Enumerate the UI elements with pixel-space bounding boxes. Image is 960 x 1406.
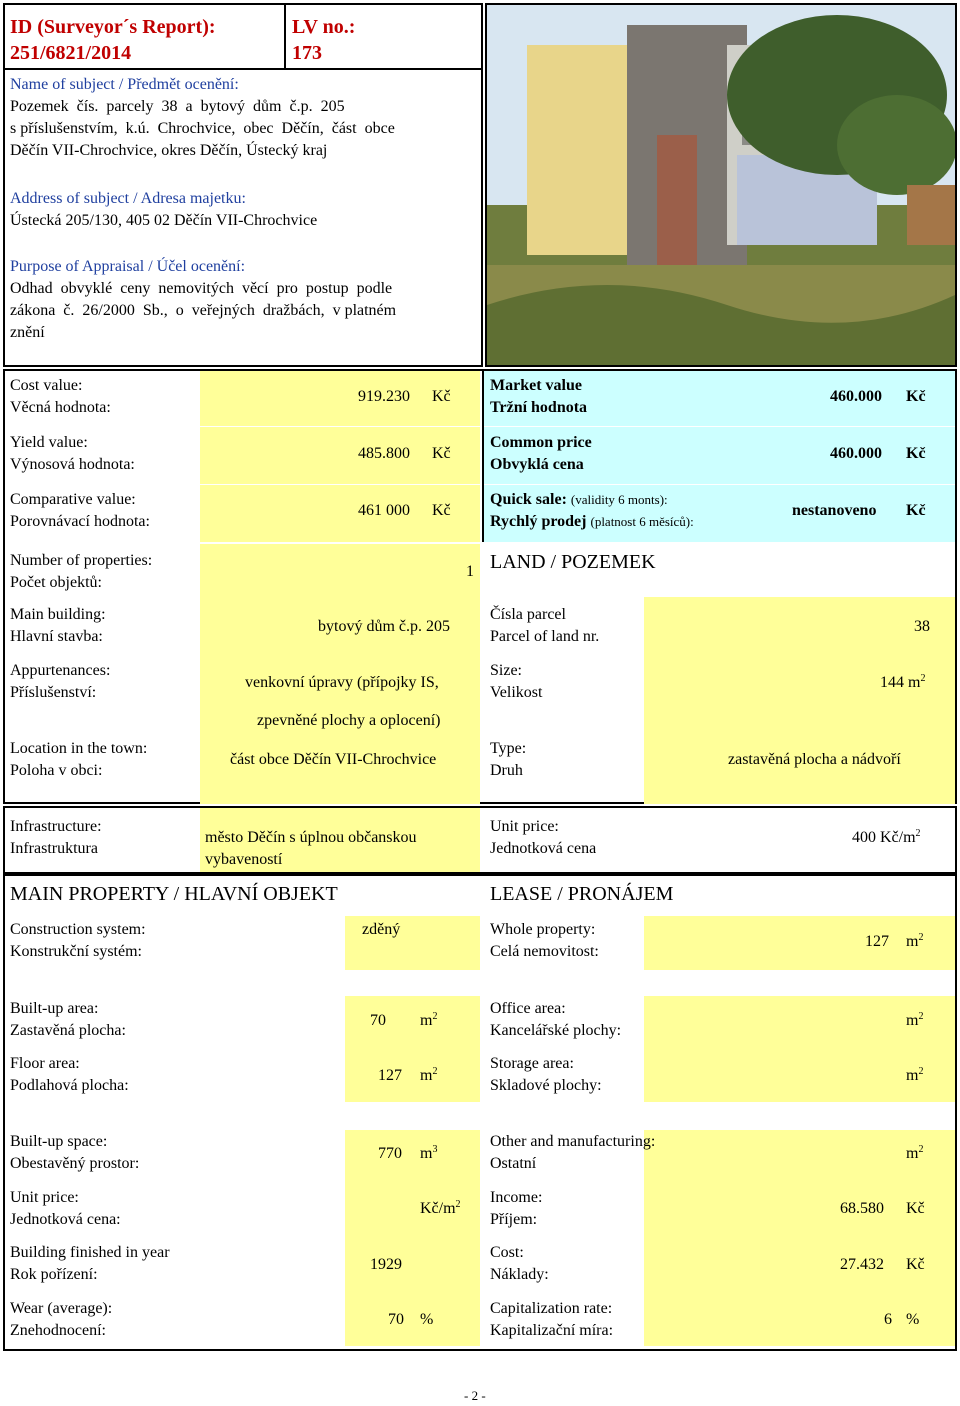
unit-price-land-number: 400 Kč/m [852,829,916,846]
id-value: 251/6821/2014 [10,42,132,64]
comparative-label-en: Comparative value: [10,491,136,508]
lease-cost-value: 27.432 [840,1256,884,1273]
land-heading: LAND / POZEMEK [490,551,656,573]
lease-cost-label-cz: Náklady: [490,1266,549,1283]
purpose-heading: Purpose of Appraisal / Účel ocenění: [10,258,246,275]
bus-unit [420,1143,437,1165]
main-building-en: Main building: [10,606,106,623]
year-label-cz: Rok pořízení: [10,1266,98,1283]
yellow-divider-1 [200,426,480,427]
bua-unit-m: m [420,1012,433,1029]
address-value: Ústecká 205/130, 405 02 Děčín VII-Chrochvice [10,212,318,229]
num-props-value: 1 [466,563,474,580]
property-photo [485,3,957,367]
yield-unit: Kč [432,445,451,462]
common-label-cz: Obvyklá cena [490,456,584,473]
yield-amount: 485.800 [358,445,410,462]
year-value: 1929 [370,1256,402,1273]
type-value: zastavěná plocha a nádvoří [728,751,901,768]
lv-value: 173 [292,42,322,64]
other-unit-m: m [906,1145,919,1162]
up-label-cz: Jednotková cena: [10,1211,121,1228]
building-photo-illustration [487,5,955,365]
unit-price-land-cz: Jednotková cena [490,840,597,857]
purpose-line2: zákona č. 26/2000 Sb., o veřejných dražbách, v platném [10,302,397,319]
quick-label-en [490,489,668,511]
type-label-cz: Druh [490,762,523,779]
quick-label-en-note: (validity 6 monts): [570,492,668,507]
quick-unit: Kč [906,502,926,519]
year-label-en: Building finished in year [10,1244,170,1261]
subject-line2: s příslušenstvím, k.ú. Chrochvice, obec Děčín, část obce [10,120,395,137]
bus-unit-m: m [420,1145,433,1162]
address-heading: Address of subject / Adresa majetku: [10,190,246,207]
whole-unit-m: m [906,933,919,950]
quick-label-cz-main: Rychlý prodej [490,513,587,530]
whole-value: 127 [865,933,889,950]
storage-label-en: Storage area: [490,1055,574,1072]
appurtenances-value1: venkovní úpravy (přípojky IS, [245,674,439,691]
storage-unit [906,1065,923,1087]
cost-amount: 919.230 [358,388,410,405]
infra-label-cz: Infrastruktura [10,840,98,857]
up-unit [420,1198,461,1220]
num-props-en: Number of properties: [10,552,153,569]
purpose-line3: znění [10,324,45,341]
storage-label-cz: Skladové plochy: [490,1077,602,1094]
num-props-cz: Počet objektů: [10,574,102,591]
whole-unit [906,931,923,953]
market-label-en: Market value [490,377,582,394]
wear-label-en: Wear (average): [10,1300,113,1317]
type-label-en: Type: [490,740,527,757]
lv-label: LV no.: [292,16,356,38]
market-label-cz: Tržní hodnota [490,399,588,416]
office-unit-m: m [906,1012,919,1029]
office-unit [906,1010,923,1032]
market-unit: Kč [906,388,926,405]
location-cz: Poloha v obci: [10,762,103,779]
office-label-en: Office area: [490,1000,566,1017]
other-unit-exp: 2 [918,1144,924,1155]
fa-value: 127 [378,1067,402,1084]
wear-value: 70 [388,1311,404,1328]
header-divider-v [284,3,286,69]
income-value: 68.580 [840,1200,884,1217]
size-label-en: Size: [490,662,522,679]
mp-fill-bua [345,996,480,1102]
infra-value1: město Děčín s úplnou občanskou [205,829,417,846]
infra-box [3,806,957,874]
quick-label-cz-note: (platnost 6 měsíců): [590,514,694,529]
location-en: Location in the town: [10,740,148,757]
common-amount: 460.000 [830,445,882,462]
wear-unit: % [420,1311,434,1328]
cost-label-en: Cost value: [10,377,83,394]
bus-unit-exp: 3 [432,1144,438,1155]
id-label: ID (Surveyor´s Report): [10,16,216,38]
main-building-value: bytový dům č.p. 205 [318,618,450,635]
lease-cost-unit: Kč [906,1256,925,1273]
common-label-en: Common price [490,434,592,451]
lease-cost-label-en: Cost: [490,1244,524,1261]
office-unit-exp: 2 [918,1011,924,1022]
cyan-divider-1 [484,426,955,427]
yellow-divider-2 [200,484,480,485]
infra-label-en: Infrastructure: [10,818,102,835]
page-number: - 2 - [464,1388,486,1403]
cs-label-cz: Konstrukční systém: [10,943,142,960]
yield-label-cz: Výnosová hodnota: [10,456,135,473]
up-unit-exp: 2 [455,1199,461,1210]
whole-unit-exp: 2 [918,932,924,943]
cs-label-en: Construction system: [10,921,146,938]
bus-label-en: Built-up space: [10,1133,108,1150]
quick-amount: nestanoveno [792,502,877,519]
cap-label-cz: Kapitalizační míra: [490,1322,614,1339]
income-label-en: Income: [490,1189,543,1206]
comparative-unit: Kč [432,502,451,519]
subject-line3: Děčín VII-Chrochvice, okres Děčín, Ústecký kraj [10,142,328,159]
values-divider-v [482,371,484,542]
bua-unit [420,1010,437,1032]
main-building-cz: Hlavní stavba: [10,628,103,645]
fa-label-en: Floor area: [10,1055,80,1072]
size-exponent: 2 [920,673,926,684]
other-label-cz: Ostatní [490,1155,537,1172]
bus-value: 770 [378,1145,402,1162]
header-divider-h [3,68,483,70]
land-yellow-fill [644,597,955,804]
common-unit: Kč [906,445,926,462]
quick-label-en-main: Quick sale: [490,491,567,508]
size-label-cz: Velikost [490,684,543,701]
mp-fill-bus [345,1130,480,1346]
office-label-cz: Kancelářské plochy: [490,1022,622,1039]
parcel-label-en: Parcel of land nr. [490,628,600,645]
appurtenances-en: Appurtenances: [10,662,111,679]
income-unit: Kč [906,1200,925,1217]
location-value: část obce Děčín VII-Chrochvice [230,751,437,768]
subject-heading: Name of subject / Předmět ocenění: [10,76,239,93]
comparative-label-cz: Porovnávací hodnota: [10,513,150,530]
bua-label-cz: Zastavěná plocha: [10,1022,126,1039]
cyan-divider-2 [484,484,955,485]
other-unit [906,1143,923,1165]
subject-line1: Pozemek čís. parcely 38 a bytový dům č.p. 205 [10,98,345,115]
unit-price-land-value [852,827,921,849]
fa-unit-exp: 2 [432,1066,438,1077]
main-property-heading: MAIN PROPERTY / HLAVNÍ OBJEKT [10,883,338,905]
infra-value2: vybaveností [205,851,283,868]
cost-label-cz: Věcná hodnota: [10,399,111,416]
wear-label-cz: Znehodnocení: [10,1322,106,1339]
cs-value: zděný [362,921,401,938]
market-amount: 460.000 [830,388,882,405]
size-value [880,672,925,694]
bua-label-en: Built-up area: [10,1000,99,1017]
bua-unit-exp: 2 [432,1011,438,1022]
up-label-en: Unit price: [10,1189,79,1206]
storage-unit-m: m [906,1067,919,1084]
fa-label-cz: Podlahová plocha: [10,1077,129,1094]
cap-value: 6 [884,1311,892,1328]
unit-price-land-exponent: 2 [915,828,921,839]
parcel-label-cz: Čísla parcel [490,606,566,623]
cost-unit: Kč [432,388,451,405]
parcel-value: 38 [914,618,930,635]
size-number: 144 m [880,674,921,691]
income-label-cz: Příjem: [490,1211,538,1228]
whole-label-en: Whole property: [490,921,596,938]
cap-label-en: Capitalization rate: [490,1300,613,1317]
purpose-line1: Odhad obvyklé ceny nemovitých věcí pro postup podle [10,280,393,297]
bus-label-cz: Obestavěný prostor: [10,1155,140,1172]
bua-value: 70 [370,1012,386,1029]
whole-label-cz: Celá nemovitost: [490,943,599,960]
quick-label-cz [490,511,694,533]
other-label-en: Other and manufacturing: [490,1133,656,1150]
fa-unit [420,1065,437,1087]
unit-price-land-en: Unit price: [490,818,559,835]
lease-heading: LEASE / PRONÁJEM [490,883,674,905]
fa-unit-m: m [420,1067,433,1084]
appurtenances-value2: zpevněné plochy a oplocení) [257,712,441,729]
comparative-amount: 461 000 [358,502,410,519]
up-unit-czk: Kč/m [420,1200,456,1217]
storage-unit-exp: 2 [918,1066,924,1077]
cap-unit: % [906,1311,920,1328]
appurtenances-cz: Příslušenství: [10,684,97,701]
yield-label-en: Yield value: [10,434,88,451]
